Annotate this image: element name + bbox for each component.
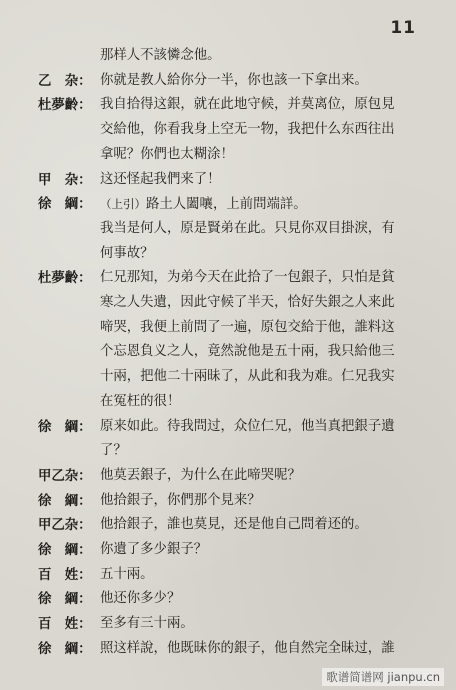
dialogue-body: 我当是何人，原是賢弟在此。只見你双目掛淚，有	[100, 220, 395, 236]
script-line	[0, 44, 456, 68]
script-line	[0, 587, 456, 611]
dialogue-body: 照这样說，他既昧你的銀子，他自然完全昧过，誰	[100, 640, 395, 656]
page-number: 11	[390, 18, 416, 38]
speaker-name: 甲乙杂：	[38, 517, 92, 534]
speaker-name: 徐 綱：	[38, 492, 92, 509]
dialogue-body: 仁兄那知，为弟今天在此拾了一包銀子，只怕是貧	[100, 270, 395, 286]
dialogue-text	[100, 340, 432, 364]
speaker-name: 杜夢齡：	[38, 97, 92, 114]
script-line	[0, 291, 456, 315]
script-line	[0, 242, 456, 266]
dialogue-body: 他还你多少？	[100, 591, 181, 607]
script-line	[0, 118, 456, 142]
speaker-name: 徐 綱：	[38, 542, 92, 558]
dialogue-text	[100, 612, 432, 636]
dialogue-text	[100, 365, 432, 389]
dialogue-body: 寒之人失遺，因此守候了半天，恰好失銀之人来此	[100, 295, 395, 310]
script-line	[0, 513, 456, 537]
dialogue-body: 交給他，你看我身上空无一物，我把什么东西往出	[100, 122, 395, 138]
stage-direction: （上引）	[100, 197, 146, 212]
dialogue-body: 何事故？	[100, 245, 154, 261]
script-line	[0, 192, 456, 216]
dialogue-text	[100, 637, 432, 661]
dialogue-body: 拿呢？你們也太糊涂！	[100, 146, 234, 162]
script-line	[0, 266, 456, 290]
speaker-name: 徐 綱：	[38, 640, 92, 657]
script-line	[0, 168, 456, 192]
dialogue-text	[100, 44, 432, 68]
dialogue-body: 原来如此。待我問过，众位仁兄，他当真把銀子遺	[100, 418, 395, 434]
dialogue-text	[100, 316, 432, 340]
script-line	[0, 316, 456, 340]
script-line	[0, 637, 456, 661]
speaker-name: 甲乙杂：	[38, 467, 92, 484]
script-line	[0, 143, 456, 167]
dialogue-text	[100, 291, 432, 315]
dialogue-body: 你遺了多少銀子？	[100, 542, 208, 557]
dialogue-text	[100, 266, 432, 290]
speaker-name: 徐 綱：	[38, 196, 92, 213]
script-line	[0, 612, 456, 636]
dialogue-body: 他莫丟銀子，为什么在此啼哭呢？	[100, 467, 301, 483]
dialogue-body: 他拾銀子，誰也莫見，还是他自己問着还的。	[100, 517, 368, 533]
dialogue-body: 他拾銀子，你們那个見来？	[100, 492, 261, 508]
dialogue-body: 那样人不該憐念他。	[100, 48, 221, 63]
speaker-name: 徐 綱：	[38, 591, 92, 608]
dialogue-text	[100, 143, 432, 167]
speaker-name: 乙 杂：	[38, 72, 92, 89]
dialogue-text	[100, 563, 432, 587]
dialogue-text	[100, 513, 432, 537]
dialogue-body: 十兩，把他二十兩昧了，从此和我为难。仁兄我实	[100, 369, 395, 385]
watermark: 歌谱简谱网 jianpu.cn	[322, 668, 444, 686]
script-line	[0, 69, 456, 93]
dialogue-text	[100, 168, 432, 192]
speaker-name: 杜夢齡：	[38, 270, 92, 287]
dialogue-text	[100, 538, 432, 562]
script-line	[0, 217, 456, 241]
script-line	[0, 563, 456, 587]
script-line	[0, 439, 456, 463]
dialogue-text	[100, 69, 432, 93]
dialogue-body: 至多有三十兩。	[100, 616, 194, 632]
dialogue-text	[100, 415, 432, 439]
speaker-name: 百 姓：	[38, 616, 92, 633]
dialogue-body: 路土人闔嚷，上前問端詳。	[146, 197, 307, 213]
script-line	[0, 390, 456, 414]
dialogue-body: 啼哭，我便上前問了一遍，原包交給于他，誰料这	[100, 319, 395, 335]
script-line	[0, 538, 456, 562]
script-line	[0, 365, 456, 389]
script-line	[0, 464, 456, 488]
dialogue-text	[100, 217, 432, 241]
script-line	[0, 489, 456, 513]
dialogue-body: 你就是教人給你分一半，你也該一下拿出来。	[100, 72, 368, 88]
dialogue-text	[100, 242, 432, 266]
dialogue-text	[100, 93, 432, 117]
dialogue-body: 了？	[100, 443, 127, 459]
speaker-name: 徐 綱：	[38, 418, 92, 435]
dialogue-body: 我自拾得这銀，就在此地守候，并莫离位，原包見	[100, 97, 395, 113]
dialogue-body: 这还怪起我們来了！	[100, 171, 221, 187]
dialogue-text	[100, 587, 432, 611]
dialogue-text	[100, 439, 432, 463]
speaker-name: 甲 杂：	[38, 171, 92, 188]
speaker-name: 百 姓：	[38, 566, 92, 583]
script-line	[0, 415, 456, 439]
dialogue-body: 个忘恩負义之人，竟然說他是五十兩，我只給他三	[100, 344, 395, 360]
dialogue-body: 五十兩。	[100, 566, 154, 582]
script-line	[0, 340, 456, 364]
dialogue-text	[100, 118, 432, 142]
script-line	[0, 93, 456, 117]
dialogue-text	[100, 464, 432, 488]
dialogue-body: 在冤枉的很！	[100, 393, 181, 409]
dialogue-text	[100, 489, 432, 513]
dialogue-text	[100, 390, 432, 414]
dialogue-text	[100, 192, 432, 217]
